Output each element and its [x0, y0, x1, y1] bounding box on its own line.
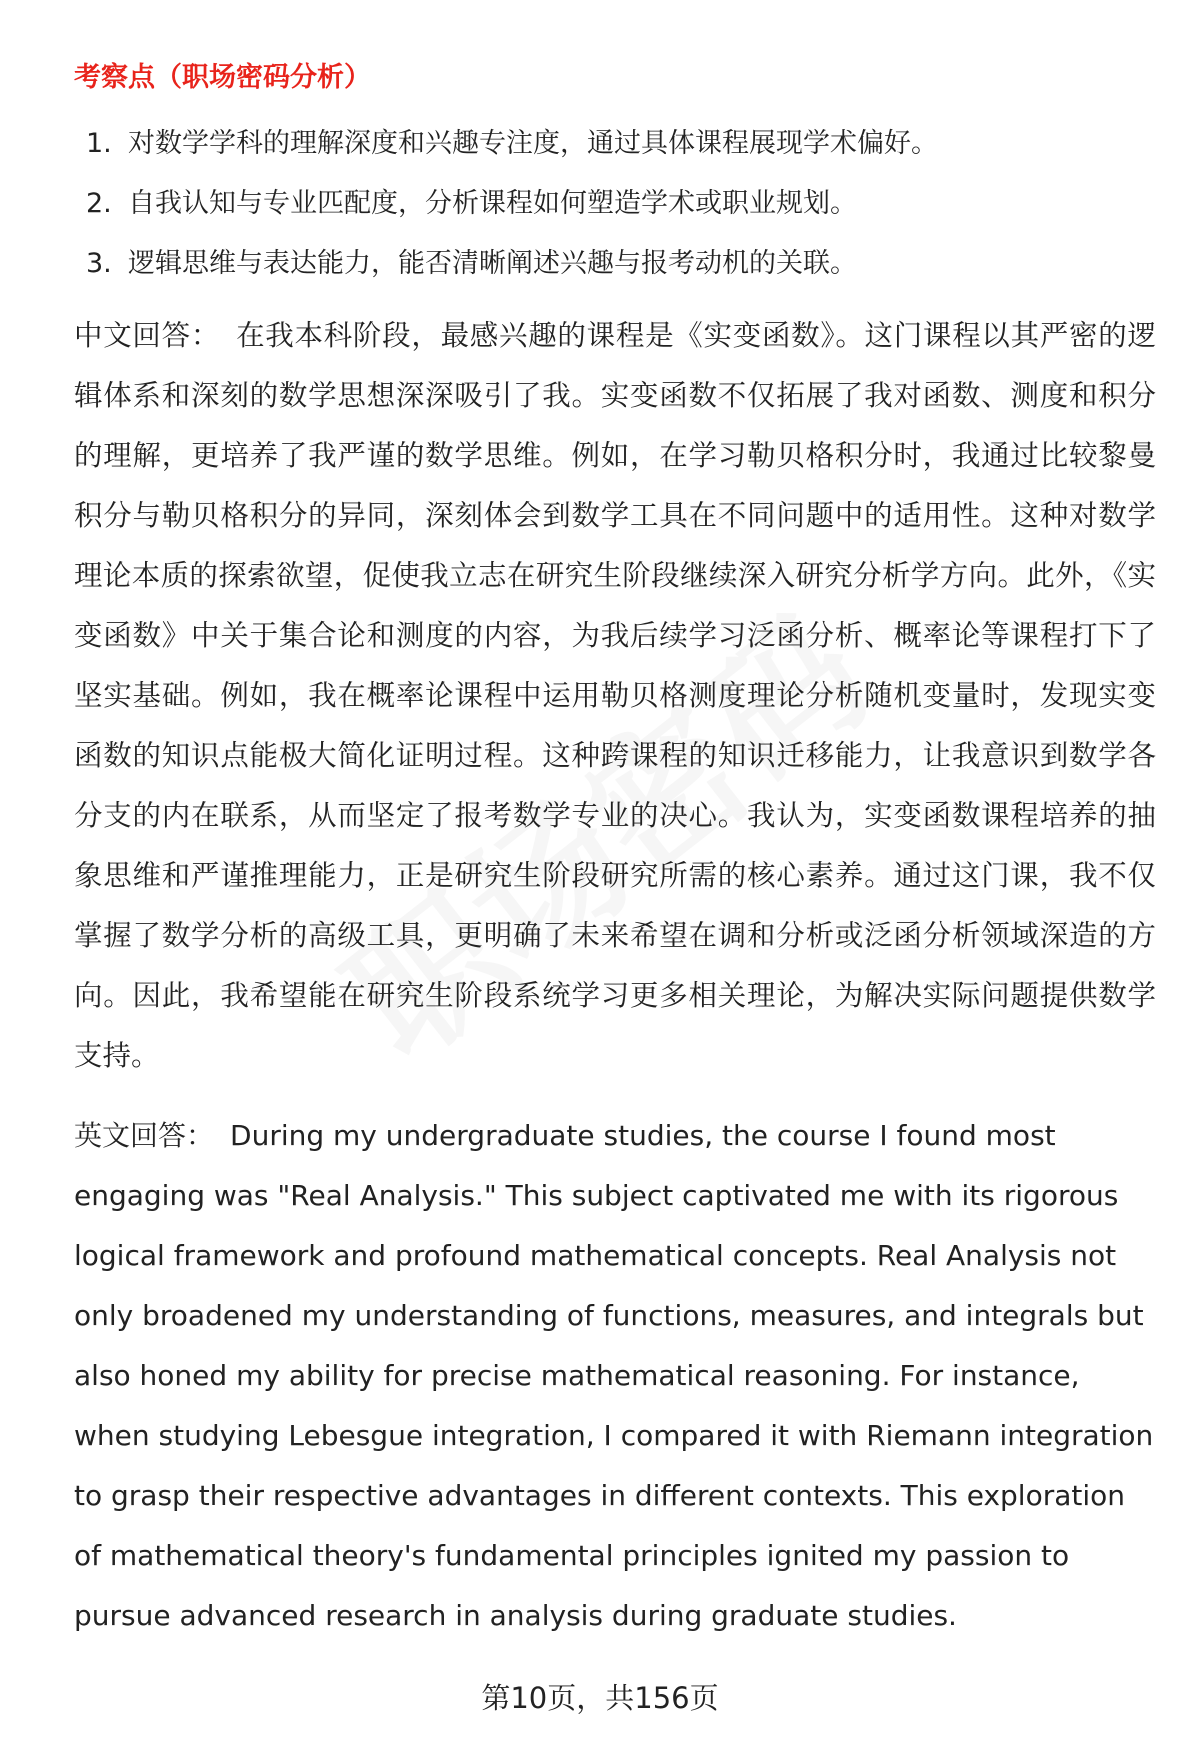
document-page: [74, 58, 1156, 1646]
section-title: 考察点（职场密码分析）: [74, 62, 371, 93]
english-answer-label: 英文回答：: [74, 1119, 215, 1152]
assessment-points-list: [74, 124, 1156, 284]
list-item: [74, 184, 1156, 224]
english-answer-text: During my undergraduate studies, the course I found most engaging was "Real Analysis." This subject captivated me with its rigorous logical framework and profound mathematical concepts. Real Analysis not only broadened my understanding of functions, measures, and integrals but also honed my ability for precise mathematical reasoning. For instance, when studying Lebesgue integration, I compared it with Riemann integration to grasp their respective advantages in different contexts. This exploration of mathematical theory's fundamental principles ignited my passion to pursue advanced research in analysis during graduate studies.: [74, 1119, 1154, 1632]
list-item-text: 自我认知与专业匹配度，分析课程如何塑造学术或职业规划。: [128, 188, 857, 219]
list-number: 2.: [86, 188, 112, 219]
list-number: 1.: [86, 128, 112, 159]
list-item: [74, 244, 1156, 284]
list-item-text: 逻辑思维与表达能力，能否清晰阐述兴趣与报考动机的关联。: [128, 248, 857, 279]
list-item-text: 对数学学科的理解深度和兴趣专注度，通过具体课程展现学术偏好。: [128, 128, 938, 159]
chinese-answer-text: 在我本科阶段，最感兴趣的课程是《实变函数》。这门课程以其严密的逻辑体系和深刻的数学思想深深吸引了我。实变函数不仅拓展了我对函数、测度和积分的理解，更培养了我严谨的数学思维。例如，在学习勒贝格积分时，我通过比较黎曼积分与勒贝格积分的异同，深刻体会到数学工具在不同问题中的适用性。这种对数学理论本质的探索欲望，促使我立志在研究生阶段继续深入研究分析学方向。此外，《实变函数》中关于集合论和测度的内容，为我后续学习泛函分析、概率论等课程打下了坚实基础。例如，我在概率论课程中运用勒贝格测度理论分析随机变量时，发现实变函数的知识点能极大简化证明过程。这种跨课程的知识迁移能力，让我意识到数学各分支的内在联系，从而坚定了报考数学专业的决心。我认为，实变函数课程培养的抽象思维和严谨推理能力，正是研究生阶段研究所需的核心素养。通过这门课，我不仅掌握了数学分析的高级工具，更明确了未来希望在调和分析或泛函分析领域深造的方向。因此，我希望能在研究生阶段系统学习更多相关理论，为解决实际问题提供数学支持。: [74, 319, 1156, 1072]
list-item: [74, 124, 1156, 164]
page-number-footer: 第10页，共156页: [481, 1681, 719, 1715]
chinese-answer-label: 中文回答：: [74, 319, 221, 352]
english-answer-paragraph: [74, 1106, 1156, 1646]
list-number: 3.: [86, 248, 112, 279]
chinese-answer-paragraph: [74, 306, 1156, 1086]
